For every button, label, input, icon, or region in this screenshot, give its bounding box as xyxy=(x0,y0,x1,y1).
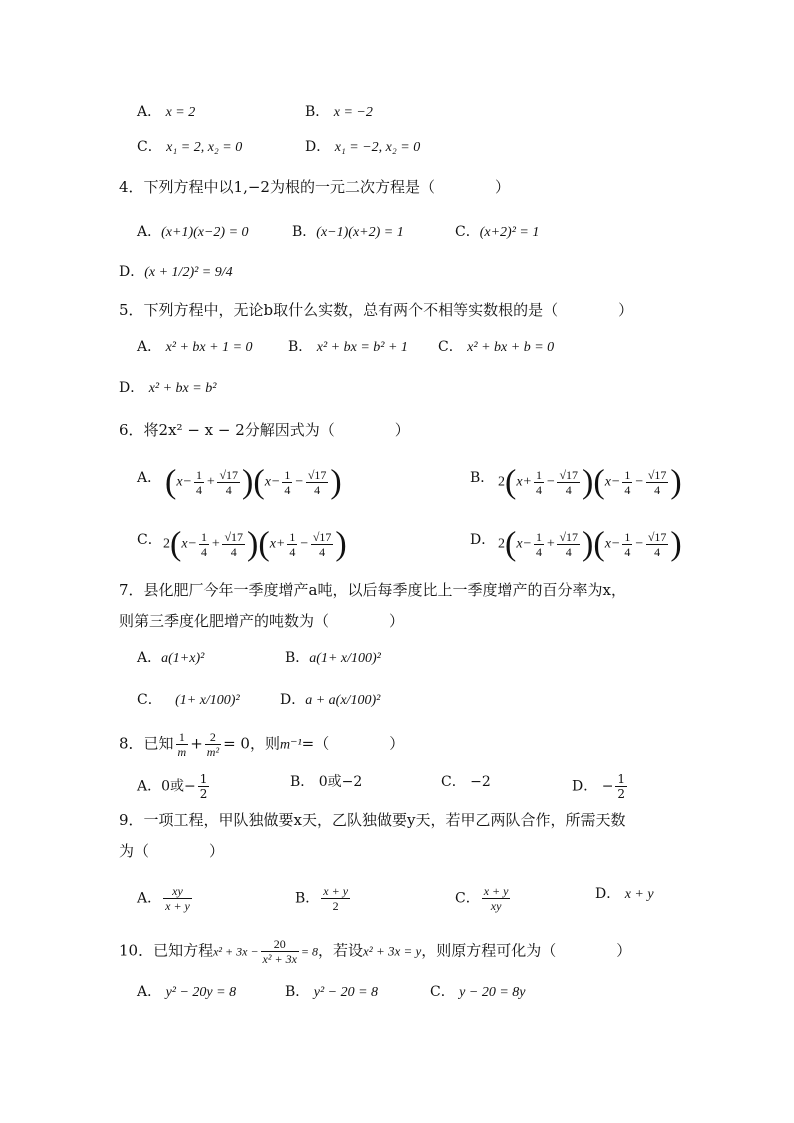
q7-option-a[interactable]: A．a(1+x)² xyxy=(137,650,205,666)
q7-option-b-expr: a(1+ x/100)² xyxy=(309,651,381,666)
q9-stem-line1: 9．一项工程，甲队独做要x天，乙队独做要y天，若甲乙两队合作，所需天数 xyxy=(119,811,626,829)
q8-option-d[interactable]: D． − $\frac{1}{2}$ xyxy=(572,772,626,801)
q6-option-d-expr: 2(x− $\frac{1}{4}$ + $\frac{√17}{4}$ )(x− $\frac{1}{4}$ − $\frac{√17}{4}$ ) xyxy=(498,525,682,563)
q8-stem: 8．已知 $\frac{1}{m}$ + $\frac{2}{\text{m²}}$ = 0，则m⁻¹=（ ） xyxy=(119,730,405,759)
q8-option-a[interactable]: A．0或− $\frac{1}{2}$ xyxy=(137,772,208,801)
q8-option-b[interactable]: B． 0或−2 xyxy=(290,774,363,790)
q6-option-a[interactable]: A． xyxy=(137,470,162,486)
q9-option-b-expr: $\frac{x + y}{2}$ xyxy=(323,884,349,913)
q7-option-c[interactable]: C． (1+ x/100)² xyxy=(137,692,240,708)
q10-option-b[interactable]: B． y² − 20 = 8 xyxy=(285,984,379,1000)
q6-option-c[interactable]: C． xyxy=(137,532,162,548)
q6-option-d[interactable]: D． xyxy=(470,532,496,548)
q9-option-d[interactable]: D． x + y xyxy=(595,886,654,902)
q6-option-a-expr: (x− $\frac{1}{4}$ + $\frac{√17}{4}$ )(x− $\frac{1}{4}$ − $\frac{√17}{4}$ ) xyxy=(165,463,342,501)
q5-option-a[interactable]: A． x² + bx + 1 = 0 xyxy=(137,339,253,355)
q4-option-c[interactable]: C．(x+2)² = 1 xyxy=(455,224,540,240)
q3-option-c[interactable]: C． x₁ = 2, x₂ = 0 xyxy=(137,139,243,155)
q10-option-c[interactable]: C． y − 20 = 8y xyxy=(430,984,526,1000)
q5-option-d[interactable]: D． x² + bx = b² xyxy=(119,380,217,396)
q9-option-c[interactable]: C． $\frac{x + y}{xy}$ xyxy=(455,884,509,913)
q7-option-c-expr: (1+ x/100)² xyxy=(175,693,240,708)
q3-option-a-expr: x = 2 xyxy=(165,105,196,120)
q4-option-d[interactable]: D．(x + 1/2)² = 9/4 xyxy=(119,264,233,280)
q4-option-a[interactable]: A．(x+1)(x−2) = 0 xyxy=(137,224,249,240)
q10-option-c-expr: y − 20 = 8y xyxy=(459,985,526,1000)
q10-option-b-expr: y² − 20 = 8 xyxy=(313,985,379,1000)
q6-option-b[interactable]: B． xyxy=(470,470,495,486)
q4-option-b[interactable]: B．(x−1)(x+2) = 1 xyxy=(292,224,404,240)
q3-option-c-expr: x₁ = 2, x₂ = 0 xyxy=(166,140,243,155)
q10-option-a-expr: y² − 20y = 8 xyxy=(165,985,237,1000)
q6-stem: 6．将2x² − x − 2分解因式为（ ） xyxy=(119,421,410,439)
q5-option-b[interactable]: B． x² + bx = b² + 1 xyxy=(288,339,408,355)
q5-option-c[interactable]: C． x² + bx + b = 0 xyxy=(438,339,555,355)
q7-stem-line2: 则第三季度化肥增产的吨数为（ ） xyxy=(119,612,405,630)
q10-stem: 10．已知方程x² + 3x − $\frac{20}{\text{x² + 3x}}$ = 8，若设x² + 3x = y，则原方程可化为（ ） xyxy=(119,937,632,966)
q9-stem-line2: 为（ ） xyxy=(119,842,225,860)
q9-option-c-expr: $\frac{x + y}{xy}$ xyxy=(483,884,509,913)
q6-option-b-expr: 2(x+ $\frac{1}{4}$ − $\frac{√17}{4}$ )(x− $\frac{1}{4}$ − $\frac{√17}{4}$ ) xyxy=(498,463,682,501)
q8-option-c[interactable]: C． −2 xyxy=(441,774,491,790)
q7-option-d-expr: a + a(x/100)² xyxy=(305,693,381,708)
q7-stem-line1: 7．县化肥厂今年一季度增产a吨，以后每季度比上一季度增产的百分率为x， xyxy=(119,581,626,599)
q10-option-a[interactable]: A． y² − 20y = 8 xyxy=(137,984,237,1000)
q3-option-d[interactable]: D． x₁ = −2, x₂ = 0 xyxy=(305,139,421,155)
q4-option-c-expr: (x+2)² = 1 xyxy=(479,225,540,240)
q7-option-b[interactable]: B．a(1+ x/100)² xyxy=(285,650,381,666)
q3-option-a[interactable]: A． x = 2 xyxy=(137,104,196,120)
q5-option-a-expr: x² + bx + 1 = 0 xyxy=(165,340,253,355)
q3-option-d-expr: x₁ = −2, x₂ = 0 xyxy=(334,140,421,155)
q7-option-a-expr: a(1+x)² xyxy=(161,651,205,666)
q9-option-a[interactable]: A． $\frac{xy}{x + y}$ xyxy=(137,884,190,913)
q4-option-d-expr: (x + 1/2)² = 9/4 xyxy=(144,265,233,280)
q7-option-d[interactable]: D．a + a(x/100)² xyxy=(280,692,381,708)
q6-option-c-expr: 2(x− $\frac{1}{4}$ + $\frac{√17}{4}$ )(x+ $\frac{1}{4}$ − $\frac{√17}{4}$ ) xyxy=(163,525,347,563)
q5-option-d-expr: x² + bx = b² xyxy=(148,381,217,396)
q9-option-b[interactable]: B． $\frac{x + y}{2}$ xyxy=(295,884,349,913)
q4-stem: 4．下列方程中以1,−2为根的一元二次方程是（ ） xyxy=(119,178,510,196)
q3-option-b[interactable]: B． x = −2 xyxy=(305,104,373,120)
q4-option-a-expr: (x+1)(x−2) = 0 xyxy=(161,225,249,240)
q3-option-b-expr: x = −2 xyxy=(333,105,373,120)
q9-option-d-expr: x + y xyxy=(624,887,654,902)
q5-option-b-expr: x² + bx = b² + 1 xyxy=(316,340,408,355)
q5-stem: 5．下列方程中，无论b取什么实数，总有两个不相等实数根的是（ ） xyxy=(119,301,634,319)
q9-option-a-expr: $\frac{xy}{x + y}$ xyxy=(165,884,190,913)
q4-option-b-expr: (x−1)(x+2) = 1 xyxy=(316,225,404,240)
q5-option-c-expr: x² + bx + b = 0 xyxy=(467,340,555,355)
